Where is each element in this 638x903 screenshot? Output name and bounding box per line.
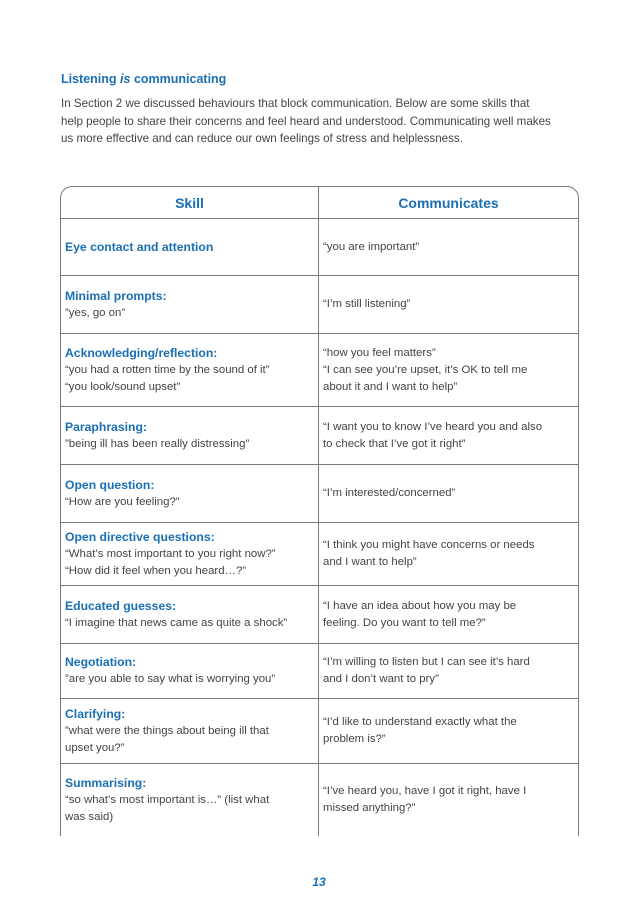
table-row	[61, 523, 578, 586]
skill-example: ”what were the things about being ill that	[65, 724, 269, 737]
communicates-text: “I’m still listening”	[323, 298, 411, 310]
skill-example: “so what’s most important is…” (list what	[65, 793, 270, 806]
communicates-text: to check that I’ve got it right”	[323, 437, 466, 450]
communicates-text: and I want to help”	[323, 556, 417, 568]
communicates-text: “I want you to know I’ve heard you and also	[323, 420, 543, 433]
skill-cell	[61, 586, 319, 643]
table-row	[61, 699, 578, 764]
skill-example: ”yes, go on”	[65, 306, 126, 319]
skill-cell	[61, 407, 319, 464]
skill-example: ”being ill has been really distressing”	[65, 437, 250, 450]
skill-name: Summarising:	[65, 775, 147, 790]
skill-cell	[61, 334, 319, 406]
skill-example: “you look/sound upset”	[65, 380, 181, 393]
skill-name: Clarifying:	[65, 706, 126, 721]
skill-cell	[61, 276, 319, 333]
skill-cell	[61, 523, 319, 585]
table-row	[61, 407, 578, 465]
table-body	[61, 219, 578, 836]
skills-table	[60, 186, 579, 836]
communicates-cell	[319, 334, 578, 406]
communicates-cell	[319, 644, 578, 698]
communicates-cell	[319, 586, 578, 643]
skill-name: Minimal prompts:	[65, 288, 167, 303]
skill-example: “you had a rotten time by the sound of it”	[65, 363, 270, 376]
communicates-text: “I’m willing to listen but I can see it’s hard	[323, 656, 530, 668]
skill-example: “I imagine that news came as quite a shock”	[65, 616, 288, 629]
heading-emphasis: is	[120, 72, 131, 86]
communicates-text: missed anything?”	[323, 802, 416, 814]
communicates-text: “how you feel matters”	[323, 346, 436, 359]
communicates-text: “you are important”	[323, 240, 420, 253]
header-communicates: Communicates	[398, 194, 499, 211]
communicates-text: about it and I want to help”	[323, 380, 458, 393]
intro-line: us more effective and can reduce our own feelings of stress and helplessness.	[61, 132, 463, 145]
communicates-text: “I’d like to understand exactly what the	[323, 716, 517, 728]
intro-line: In Section 2 we discussed behaviours that block communication. Below are some skills that	[61, 97, 530, 110]
communicates-cell	[319, 465, 578, 522]
communicates-text: “I think you might have concerns or needs	[323, 539, 535, 551]
skill-name: Eye contact and attention	[65, 239, 214, 254]
table-row	[61, 219, 578, 276]
skill-cell	[61, 644, 319, 698]
header-skill: Skill	[61, 187, 319, 218]
communicates-cell	[319, 699, 578, 763]
table-header-row	[61, 187, 578, 219]
communicates-text: problem is?”	[323, 733, 386, 745]
communicates-text: feeling. Do you want to tell me?”	[323, 616, 486, 629]
page-number: 13	[312, 875, 326, 889]
communicates-cell	[319, 523, 578, 585]
skill-cell	[61, 764, 319, 836]
skill-name: Educated guesses:	[65, 598, 177, 613]
skill-cell	[61, 465, 319, 522]
skill-name: Acknowledging/reflection:	[65, 345, 218, 360]
table-row	[61, 586, 578, 644]
table-row	[61, 276, 578, 334]
skill-example: upset you?”	[65, 741, 125, 754]
communicates-cell	[319, 764, 578, 836]
communicates-text: “I have an idea about how you may be	[323, 599, 517, 612]
skill-example: ”are you able to say what is worrying you”	[65, 673, 276, 685]
communicates-text: and I don’t want to pry”	[323, 673, 439, 685]
skill-name: Paraphrasing:	[65, 419, 147, 434]
skill-name: Negotiation:	[65, 655, 137, 669]
skill-example: was said)	[65, 810, 114, 823]
skill-cell	[61, 699, 319, 763]
table-row	[61, 465, 578, 523]
intro-paragraph	[61, 95, 581, 148]
table-row	[61, 644, 578, 699]
communicates-cell	[319, 276, 578, 333]
table-row	[61, 334, 578, 407]
communicates-cell	[319, 219, 578, 275]
table-row	[61, 764, 578, 836]
skill-name: Open question:	[65, 477, 155, 492]
communicates-text: “I’m interested/concerned”	[323, 487, 456, 499]
heading-part-1: Listening	[61, 72, 121, 86]
skill-name: Open directive questions:	[65, 529, 215, 544]
communicates-cell	[319, 407, 578, 464]
section-heading	[61, 72, 226, 86]
skill-example: “How are you feeling?”	[65, 495, 180, 508]
skill-cell	[61, 219, 319, 275]
communicates-text: “I’ve heard you, have I got it right, have I	[323, 785, 527, 797]
skill-example: “How did it feel when you heard…?”	[65, 564, 247, 577]
skill-example: “What’s most important to you right now?”	[65, 547, 276, 560]
communicates-text: “I can see you’re upset, it’s OK to tell me	[323, 363, 528, 376]
intro-line: help people to share their concerns and feel heard and understood. Communicating well makes	[61, 114, 551, 128]
heading-part-3: communicating	[130, 72, 227, 86]
